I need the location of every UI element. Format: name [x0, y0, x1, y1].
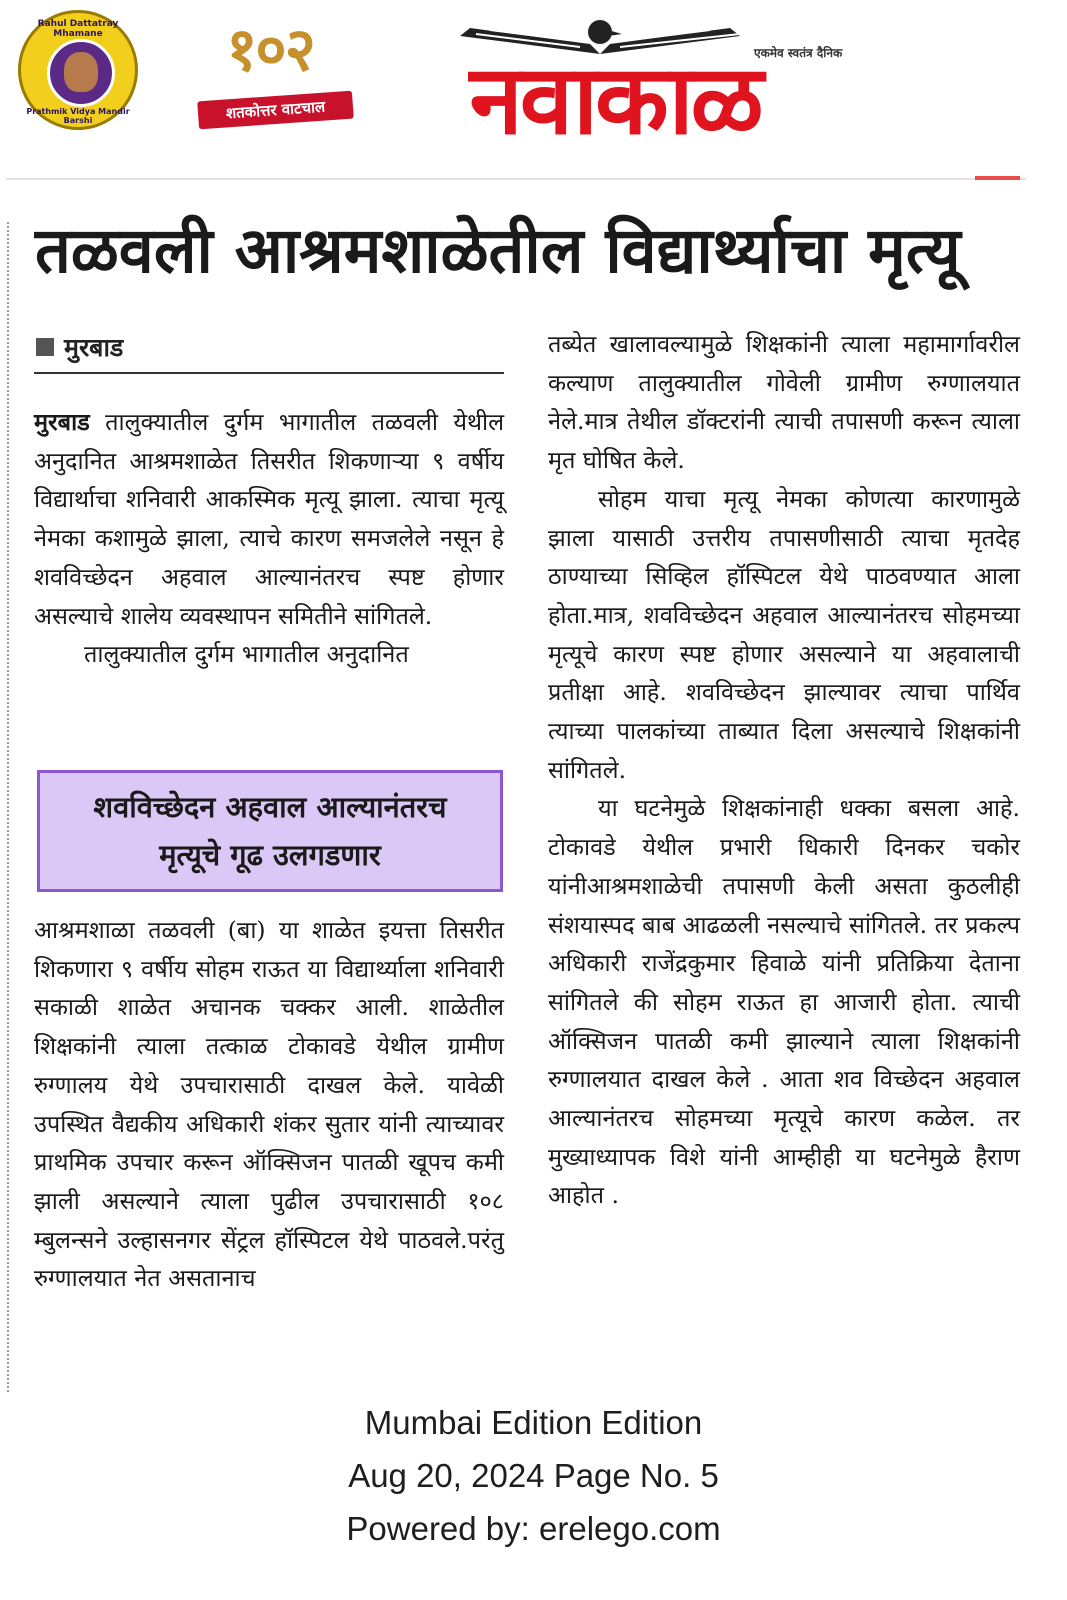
lead-word: मुरबाड [34, 408, 90, 436]
accent-divider [975, 176, 1020, 180]
masthead-divider [6, 178, 1026, 180]
paragraph-3: आश्रमशाळा तळवली (बा) या शाळेत इयत्ता तिसरीत शिकणारा ९ वर्षीय सोहम राऊत या विद्यार्थ्याला शनिवारी सकाळी शाळेत अचानक चक्कर आली. शाळेतील शिक्षकांनी त्याला तत्काळ टोकावडे येथील ग्रामीण रुग्णालय येथे उपचारासाठी दाखल केले. यावेळी उपस्थित वैद्यकीय अधिकारी शंकर सुतार यांनी त्याच्यावर प्राथमिक उपचार करून ऑक्सिजन पातळी खूपच कमी झाली असल्याने त्याला पुढील उपचारासाठी १०८ म्बुलन्सने उल्हासनगर सेंट्रल हॉस्पिटल येथे पाठवले.परंतु रुग्णालयात नेत असतानाच [34, 916, 504, 1293]
paragraph-6: या घटनेमुळे शिक्षकांनाही धक्का बसला आहे. टोकावडे येथील प्रभारी धिकारी दिनकर चकोर यांनीआश्रमशाळेची तपासणी केली असता कुठलीही संशयास्पद बाब आढळली नसल्याचे सांगितले. तर प्रकल्प अधिकारी राजेंद्रकुमार हिवाळे यांनी प्रतिक्रिया देताना सांगितले की सोहम राऊत हा आजारी होता. त्याची ऑक्सिजन पातळी कमी झाल्याने त्याला शिक्षकांनी रुग्णालयात दाखल केले . आता शव विच्छेदन अहवाल आल्यानंतरच सोहमच्या मृत्यूचे कारण कळेल. तर मुख्याध्यापक विशे यांनी आम्हीही या घटनेमुळे हैराण आहोत . [548, 794, 1020, 1210]
article-headline: तळवली आश्रमशाळेतील विद्यार्थ्याचा मृत्यू [35, 214, 961, 287]
date-page-label: Aug 20, 2024 Page No. 5 [348, 1457, 719, 1494]
anniversary-number: १०२ [226, 15, 314, 85]
clip-edge-line [7, 222, 9, 1392]
paragraph-1-text: तालुक्यातील दुर्गम भागातील तळवली येथील अनुदानित आश्रमशाळेत तिसरीत शिकणाऱ्या ९ वर्षीय विद्यार्थाचा शनिवारी आकस्मिक मृत्यू झाला. त्याचा मृत्यू नेमका कशामुळे झाला, त्याचे कारण समजलेले नसून हे शवविच्छेदन अहवाल आल्यानंतरच स्पष्ट होणार असल्याचे शालेय व्यवस्थापन समितीने सांगितले. [34, 408, 504, 630]
face-icon [64, 52, 98, 92]
tagline: एकमेव स्वतंत्र दैनिक [754, 46, 843, 60]
badge-name: Rahul Dattatray Mhamane [37, 19, 119, 39]
newspaper-logo: नवाकाळ [469, 44, 761, 156]
edition-label: Mumbai Edition Edition [364, 1404, 703, 1441]
dateline-text: मुरबाड [64, 333, 124, 362]
square-bullet-icon [36, 338, 54, 356]
anniversary-ribbon: शतकोत्तर वाटचाल [197, 91, 354, 130]
paragraph-1 [34, 403, 504, 635]
badge-school: Prathmik Vidya Mandir Barshi [26, 107, 130, 125]
dateline [36, 330, 123, 364]
pull-quote-line-1: शवविच्छेदन अहवाल आल्यानंतरच [93, 790, 447, 824]
profile-badge [18, 10, 138, 130]
paragraph-5: सोहम याचा मृत्यू नेमका कोणत्या कारणामुळे झाला यासाठी उत्तरीय तपासणीसाठी त्याचा मृतदेह ठाण्याच्या सिव्हिल हॉस्पिटल येथे पाठवण्यात आला होता.मात्र, शवविच्छेदन अहवाल आल्यानंतरच सोहमच्या मृत्यूचे कारण स्पष्ट होणार असल्याने या अहवालाची प्रतीक्षा आहे. शवविच्छेदन झाल्यावर त्याचा पार्थिव त्याच्या पालकांच्या ताब्यात दिला असल्याचे शिक्षकांनी सांगितले. [548, 484, 1020, 784]
article-column-1-top [34, 403, 504, 674]
paragraph-4: तब्येत खालावल्यामुळे शिक्षकांनी त्याला महामार्गावरील कल्याण तालुक्यातील गोवेली ग्रामीण रुग्णालयात नेले.मात्र तेथील डॉक्टरांनी त्याची तपासणी करून त्याला मृत घोषित केले. [548, 330, 1020, 475]
pull-quote-line-2: मृत्यूचे गूढ उलगडणार [159, 838, 381, 872]
article-column-1-bottom [34, 911, 504, 1298]
pull-quote [37, 770, 503, 892]
article-column-2 [548, 325, 1020, 1215]
paragraph-2: तालुक्यातील दुर्गम भागातील अनुदानित [84, 640, 409, 669]
dateline-rule [34, 372, 504, 374]
powered-by-label: Powered by: erelego.com [346, 1510, 721, 1547]
avatar [47, 39, 115, 107]
